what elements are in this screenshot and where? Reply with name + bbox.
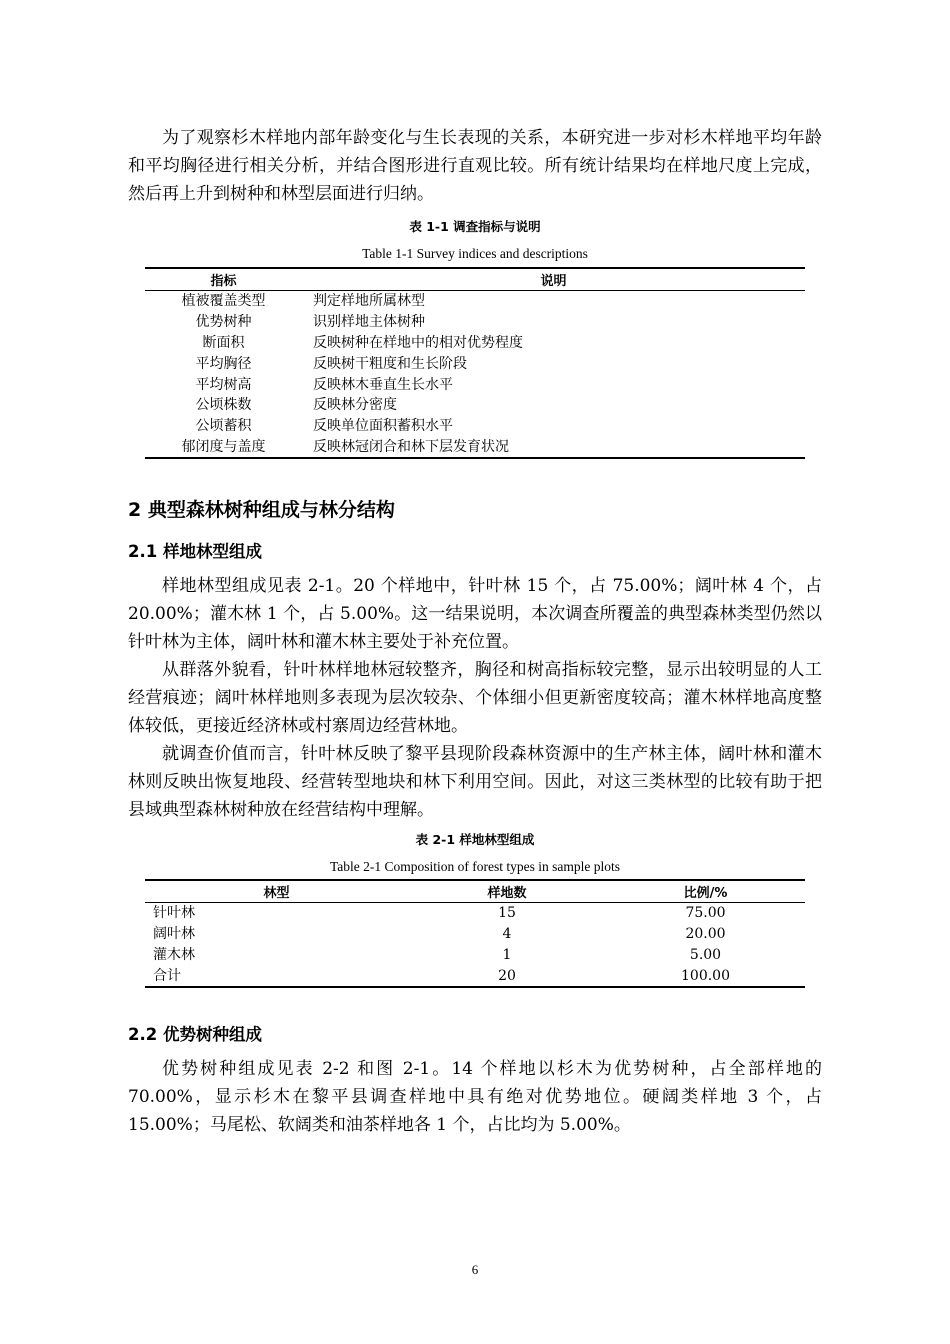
table2-cell-type: 针叶林: [153, 905, 195, 922]
table1-caption-en: Table 1-1 Survey indices and descriptions: [362, 246, 588, 261]
table-row: [145, 291, 805, 312]
table2-cell-type: 阔叶林: [153, 926, 195, 943]
table1-cell-index: 平均胸径: [195, 355, 252, 372]
table1-survey-indices: [145, 267, 805, 459]
table2-cell-ratio: 20.00: [685, 926, 726, 943]
section-2-1-paragraph: 从群落外貌看，针叶林样地林冠较整齐，胸径和树高指标较完整，显示出较明显的人工经营痕迹；阔叶林样地则多表现为层次较杂、个体细小但更新密度较高；灌木林样地高度整体较低，更接近经济林或村寨周边经营林地。: [128, 660, 822, 736]
table-row: [145, 965, 805, 987]
section-2-1-body: [128, 572, 822, 824]
section-2-2-paragraph: 优势树种组成见表 2-2 和图 2-1。14 个样地以杉木为优势树种，占全部样地的 70.00%，显示杉木在黎平县调查样地中具有绝对优势地位。硬阔类样地 3 个，占 15.00%；马尾松、软阔类和油茶样地各 1 个，占比均为 5.00%。: [128, 1059, 822, 1135]
table-header-row: [145, 880, 805, 903]
intro-paragraph: [128, 124, 822, 208]
table2-caption-en: Table 2-1 Composition of forest types in sample plots: [329, 859, 621, 874]
table2-header-type: 林型: [145, 880, 408, 903]
table2-cell-count: 20: [408, 965, 606, 987]
table1-cell-index: 郁闭度与盖度: [145, 437, 302, 459]
table-row: [145, 374, 805, 395]
table2-cell-type: 灌木林: [153, 946, 195, 963]
table2-cell-ratio: 5.00: [689, 946, 722, 963]
table1-cell-index: 平均树高: [195, 376, 252, 393]
table-row: [145, 924, 805, 945]
table2-cell-ratio: 75.00: [685, 905, 726, 922]
table2-forest-types: [145, 879, 805, 988]
table1-cell-index: 公顷株数: [195, 397, 252, 414]
section-2-2-body: [128, 1055, 822, 1139]
table-row: [145, 312, 805, 333]
table-row: [145, 945, 805, 966]
table2-cell-ratio: 100.00: [606, 965, 805, 987]
section-2-1-paragraph: 就调查价值而言，针叶林反映了黎平县现阶段森林资源中的生产林主体，阔叶林和灌木林则反映出恢复地段、经营转型地块和林下利用空间。因此，对这三类林型的比较有助于把县域典型森林树种放在经营结构中理解。: [128, 744, 822, 820]
table2-header-ratio: 比例/%: [606, 880, 805, 903]
page-number: 6: [471, 1262, 479, 1277]
table1-cell-description: 反映林木垂直生长水平: [313, 376, 453, 393]
table2-cell-count: 15: [498, 905, 516, 922]
table-row: [145, 353, 805, 374]
table-row: [145, 333, 805, 354]
section-2-1-paragraph: 样地林型组成见表 2-1。20 个样地中，针叶林 15 个，占 75.00%；阔叶林 4 个，占 20.00%；灌木林 1 个，占 5.00%。这一结果说明，本次调查所覆盖的典型森林类型仍然以针叶林为主体，阔叶林和灌木林主要处于补充位置。: [128, 576, 822, 652]
table-row: [145, 903, 805, 924]
section-2-2-heading: 2.2 优势树种组成: [128, 1025, 262, 1044]
table1-cell-index: 优势树种: [195, 314, 252, 331]
table2-cell-count: 4: [502, 926, 512, 943]
table1-caption-zh: 表 1-1 调查指标与说明: [409, 219, 541, 234]
table-header-row: [145, 268, 805, 291]
table1-cell-description: 反映单位面积蓄积水平: [313, 418, 453, 435]
section-2-heading: 2 典型森林树种组成与林分结构: [128, 499, 395, 521]
table2-caption-zh: 表 2-1 样地林型组成: [415, 832, 535, 847]
table1-cell-description: 反映树干粗度和生长阶段: [313, 355, 467, 372]
table-row: [145, 416, 805, 437]
table1-cell-description: 判定样地所属林型: [313, 293, 425, 310]
table1-header-description: 说明: [302, 268, 805, 291]
table1-cell-index: 植被覆盖类型: [181, 293, 266, 310]
table-row: [145, 395, 805, 416]
table2-cell-type: 合计: [145, 965, 408, 987]
table2-cell-count: 1: [502, 946, 512, 963]
table1-cell-description: 反映林冠闭合和林下层发育状况: [302, 437, 805, 459]
intro-text: 为了观察杉木样地内部年龄变化与生长表现的关系，本研究进一步对杉木样地平均年龄和平均胸径进行相关分析，并结合图形进行直观比较。所有统计结果均在样地尺度上完成，然后再上升到树种和林型层面进行归纳。: [128, 128, 822, 204]
table1-header-index: 指标: [145, 268, 302, 291]
table-row: [145, 437, 805, 459]
table1-cell-description: 识别样地主体树种: [313, 314, 425, 331]
table1-cell-index: 断面积: [202, 334, 245, 351]
table1-cell-index: 公顷蓄积: [195, 418, 252, 435]
section-2-1-heading: 2.1 样地林型组成: [128, 542, 262, 561]
table1-cell-description: 反映林分密度: [313, 397, 397, 414]
table1-cell-description: 反映树种在样地中的相对优势程度: [313, 334, 523, 351]
table2-header-count: 样地数: [408, 880, 606, 903]
